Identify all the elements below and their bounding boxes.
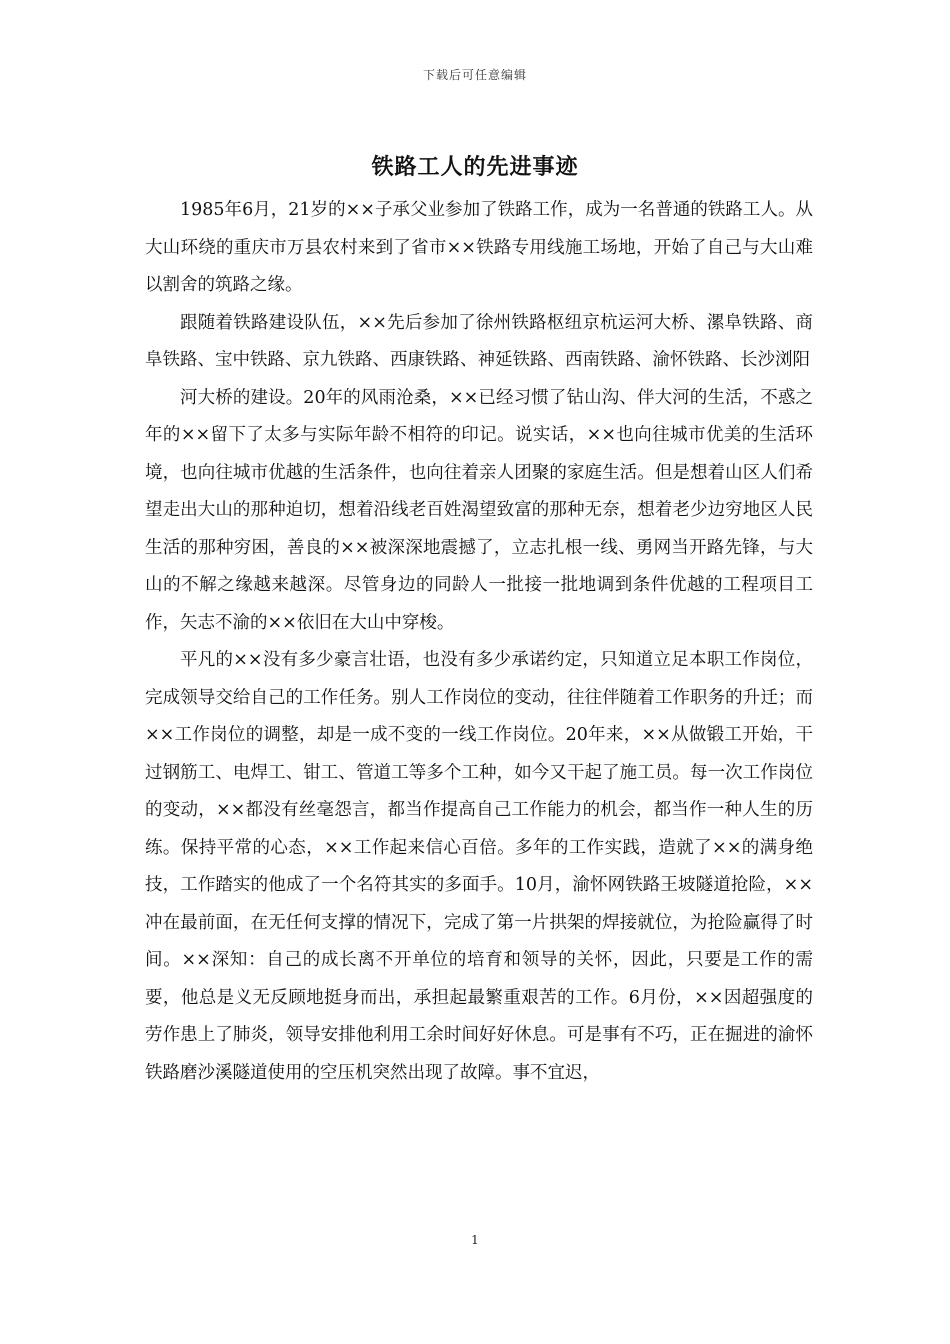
page-header: 下载后可任意编辑 [422,68,527,82]
paragraph-1: 1985年6月，21岁的××子承父业参加了铁路工作，成为一名普通的铁路工人。从大山环绕的重庆市万县农村来到了省市××铁路专用线施工场地，开始了自己与大山难以割舍的筑路之缘。 [145,200,813,295]
paragraph-2: 跟随着铁路建设队伍，××先后参加了徐州铁路枢纽京杭运河大桥、漯阜铁路、商阜铁路、宝中铁路、京九铁路、西康铁路、神延铁路、西南铁路、渝怀铁路、长沙浏阳 [145,312,813,370]
document-body [145,192,813,1092]
document-title: 铁路工人的先进事迹 [371,154,579,180]
paragraph-3: 河大桥的建设。20年的风雨沧桑，××已经习惯了钻山沟、伴大河的生活，不惑之年的××留下了太多与实际年龄不相符的印记。说实话，××也向往城市优美的生活环境，也向往城市优越的生活条件，也向往着亲人团聚的家庭生活。但是想着山区人们希望走出大山的那种迫切，想着沿线老百姓渴望致富的那种无奈，想着老少边穷地区人民生活的那种穷困，善良的××被深深地震撼了，立志扎根一线、勇网当开路先锋，与大山的不解之缘越来越深。尽管身边的同龄人一批接一批地调到条件优越的工程项目工作，矢志不渝的××依旧在大山中穿梭。 [145,387,813,633]
page-number: 1 [471,1233,479,1247]
paragraph-4: 平凡的××没有多少豪言壮语，也没有多少承诺约定，只知道立足本职工作岗位，完成领导交给自己的工作任务。别人工作岗位的变动，往往伴随着工作职务的升迁；而××工作岗位的调整，却是一成不变的一线工作岗位。20年来，××从做锻工开始，干过钢筋工、电焊工、钳工、管道工等多个工种，如今又干起了施工员。每一次工作岗位的变动，××都没有丝毫怨言，都当作提高自己工作能力的机会，都当作一种人生的历练。保持平常的心态，××工作起来信心百倍。多年的工作实践，造就了××的满身绝技，工作踏实的他成了一个名符其实的多面手。10月，渝怀网铁路王坡隧道抢险，××冲在最前面，在无任何支撑的情况下，完成了第一片拱架的焊接就位，为抢险赢得了时间。××深知：自己的成长离不开单位的培育和领导的关怀，因此，只要是工作的需要，他总是义无反顾地挺身而出，承担起最繁重艰苦的工作。6月份，××因超强度的劳作患上了肺炎，领导安排他利用工余时间好好休息。可是事有不巧，正在掘进的渝怀铁路磨沙溪隧道使用的空压机突然出现了故障。事不宜迟， [145,650,813,1083]
